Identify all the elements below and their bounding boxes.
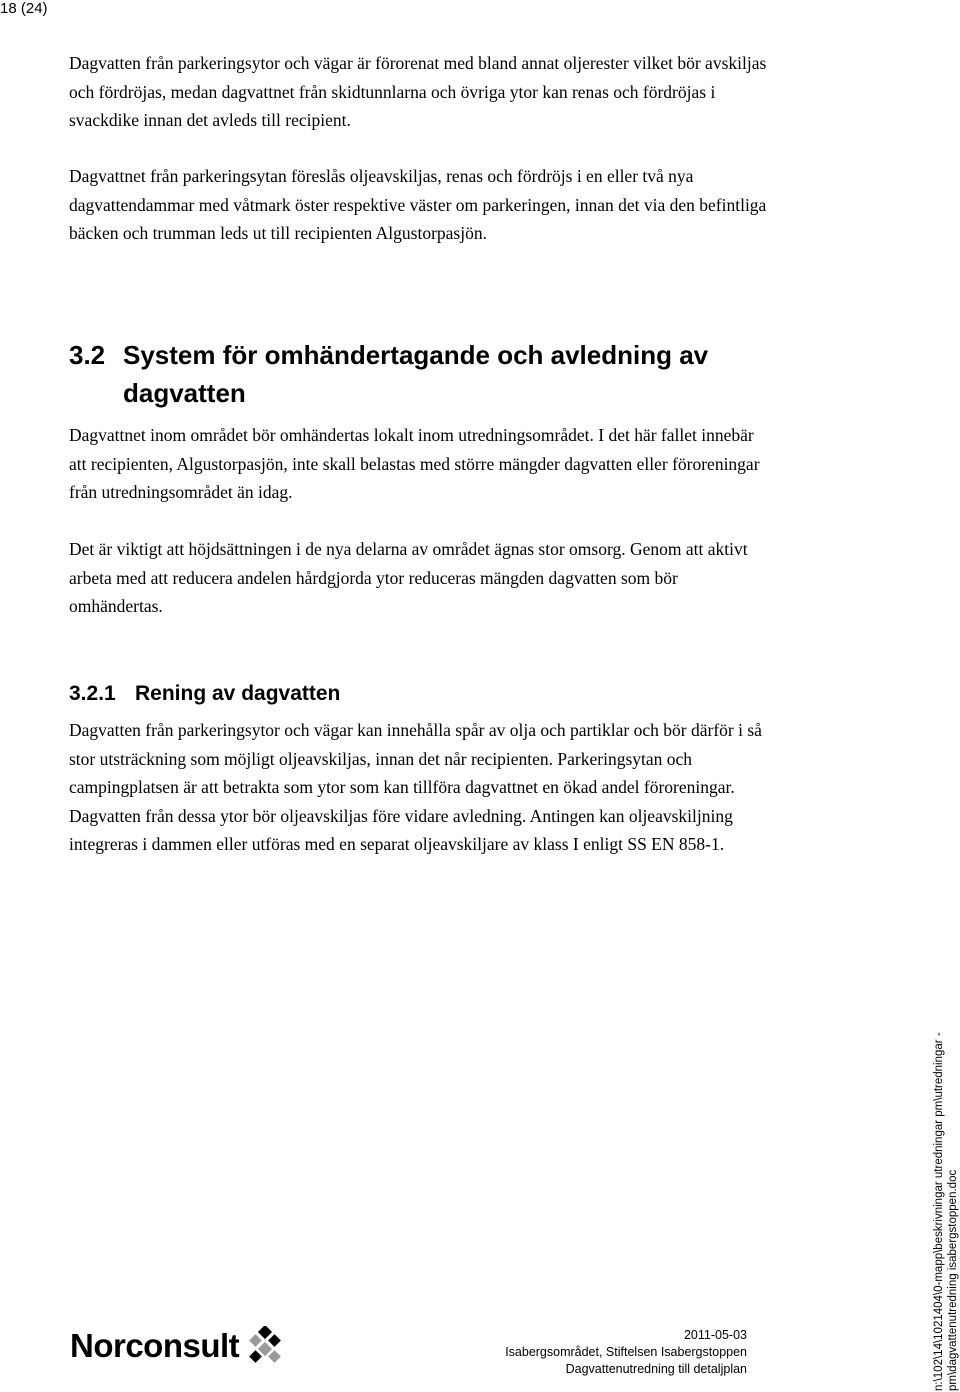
norconsult-logo (70, 1326, 287, 1366)
file-path (932, 1032, 960, 1391)
footer-client: Isabergsområdet, Stiftelsen Isabergstoppen (505, 1345, 747, 1359)
paragraph-rening: Dagvatten från parkeringsytor och vägar kan innehålla spår av olja och partiklar och bör därför i så stor utsträckning som möjligt oljeavskiljas, innan det når recipienten. Parkeringsytan och campingplatsen är att betrakta som ytor som kan tillföra dagvattnet en ökad andel föroreningar. Dagvatten från dessa ytor bör oljeavskiljas före vidare avledning. Antingen kan oljeavskiljning integreras i dammen eller utföras med en separat oljeavskiljare av klass I enligt SS EN 858-1. (69, 720, 762, 854)
page-number: 18 (24) (0, 0, 48, 17)
section-number: 3.2 (69, 340, 106, 370)
footer-document-title: Dagvattenutredning till detaljplan (565, 1362, 747, 1376)
paragraph-hojdsattning: Det är viktigt att höjdsättningen i de nya delarna av området ägnas stor omsorg. Genom att aktivt arbeta med att reducera andelen hårdgjorda ytor reduceras mängden dagvatten som bör omhändertas. (69, 539, 748, 616)
section-heading-3-2-1 (69, 679, 340, 709)
paragraph-lokalt-omhandertagande: Dagvattnet inom området bör omhändertas lokalt inom utredningsområdet. I det här fallet innebär att recipienten, Algustorpasjön, inte skall belastas med större mängder dagvatten eller föroreningar från utredningsområdet än idag. (69, 425, 760, 502)
subsection-number: 3.2.1 (69, 682, 116, 705)
file-path-line2: pm\dagvattenutredning isabergstoppen.doc (947, 1169, 959, 1391)
paragraph-parkeringsytan: Dagvattnet från parkeringsytan föreslås oljeavskiljas, renas och fördröjs i en eller två nya dagvattendammar med våtmark öster respektive väster om parkeringen, innan det via den befintliga bäcken och trumman leds ut till recipienten Algustorpasjön. (69, 166, 767, 243)
section-title-line2: dagvatten (123, 378, 246, 408)
footer-date: 2011-05-03 (683, 1328, 747, 1342)
logo-text: Norconsult (70, 1327, 240, 1364)
section-title-line1: System för omhändertagande och avledning av (123, 340, 709, 370)
section-heading-3-2 (69, 336, 708, 412)
file-path-line1: n:\102\14\1021404\0-mapp\beskrivningar utredningar pm\utredningar - (933, 1032, 945, 1391)
subsection-title: Rening av dagvatten (135, 682, 341, 705)
paragraph-oljerester: Dagvatten från parkeringsytor och vägar är förorenat med bland annat oljerester vilket bör avskiljas och fördröjas, medan dagvattnet från skidtunnlarna och övriga ytor kan renas och fördröjas i svackdike innan det avleds till recipient. (69, 53, 767, 130)
footer-info (500, 1327, 747, 1378)
norconsult-diamond-logo-icon (243, 1326, 287, 1366)
